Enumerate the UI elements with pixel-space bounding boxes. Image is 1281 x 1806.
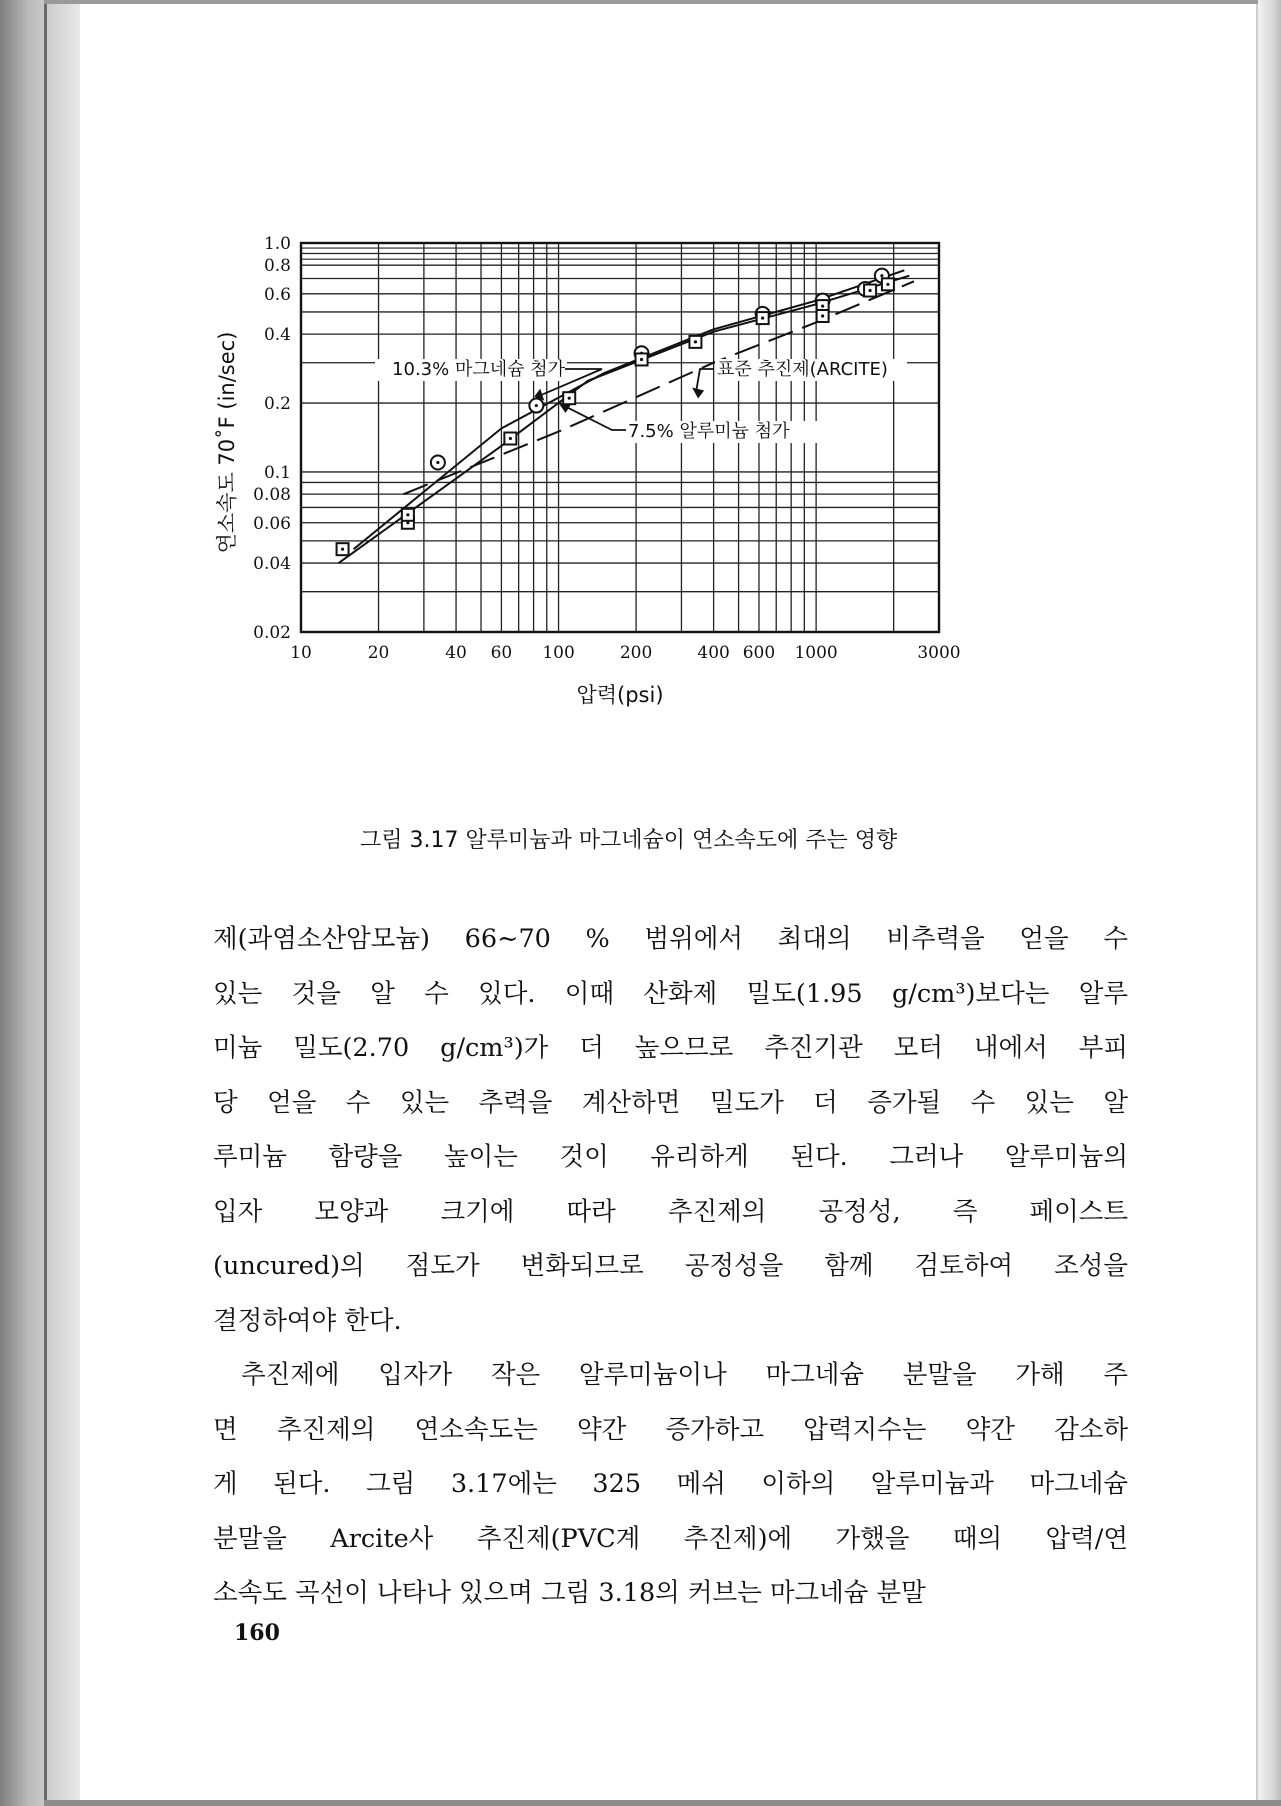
x-axis-title: 압력(psi) bbox=[576, 683, 664, 707]
annotation bbox=[715, 359, 907, 381]
x-tick-label: 3000 bbox=[917, 643, 961, 663]
x-tick-label: 200 bbox=[619, 643, 653, 663]
x-tick-label: 10 bbox=[290, 643, 312, 663]
y-tick-label: 0.6 bbox=[263, 284, 291, 305]
body-line: 당 얻을 수 있는 추력을 계산하면 밀도가 더 증가될 수 있는 알 bbox=[213, 1087, 1128, 1118]
data-point-dot bbox=[880, 274, 883, 277]
body-line: 면 추진제의 연소속도는 약간 증가하고 압력지수는 약간 감소하 bbox=[213, 1414, 1128, 1445]
data-point-dot bbox=[640, 358, 643, 361]
body-line: (uncured)의 점도가 변화되므로 공정성을 함께 검토하여 조성을 bbox=[213, 1251, 1128, 1281]
data-point-dot bbox=[568, 397, 571, 400]
data-point-dot bbox=[886, 283, 889, 286]
leader-arrowhead bbox=[692, 388, 704, 399]
x-tick-label: 1000 bbox=[794, 643, 838, 663]
y-tick-label: 1.0 bbox=[263, 234, 291, 254]
body-line: 추진제에 입자가 작은 알루미늄이나 마그네슘 분말을 가해 주 bbox=[241, 1360, 1128, 1390]
y-tick-label: 0.02 bbox=[253, 623, 291, 643]
x-tick-label: 20 bbox=[367, 643, 390, 663]
body-line: 루미늄 함량을 높이는 것이 유리하게 된다. 그러나 알루미늄의 bbox=[213, 1142, 1128, 1172]
annotation-text: 7.5% 알루미늄 첨가 bbox=[628, 421, 790, 442]
annotation-text: 10.3% 마그네슘 첨가 bbox=[392, 359, 565, 380]
x-tick-label: 60 bbox=[490, 643, 513, 663]
series-line-standard bbox=[404, 281, 915, 494]
body-line: 소속도 곡선이 나타나 있으며 그림 3.18의 커브는 마그네슘 분말 bbox=[213, 1578, 926, 1608]
y-tick-label: 0.8 bbox=[263, 256, 291, 277]
y-tick-label: 0.2 bbox=[263, 394, 291, 415]
data-point-dot bbox=[436, 461, 439, 464]
body-line: 결정하여야 한다. bbox=[213, 1305, 402, 1336]
y-axis-title: 연소속도 70˚F (in/sec) bbox=[215, 331, 239, 554]
body-line: 제(과염소산암모늄) 66∼70 % 범위에서 최대의 비추력을 얻을 수 bbox=[213, 924, 1128, 954]
body-line: 있는 것을 알 수 있다. 이때 산화제 밀도(1.95 g/cm³)보다는 알루 bbox=[213, 978, 1128, 1009]
data-point-dot bbox=[535, 404, 538, 407]
y-tick-label: 0.06 bbox=[253, 513, 291, 534]
plot-frame bbox=[301, 243, 939, 632]
data-point-dot bbox=[694, 340, 697, 343]
body-line: 미늄 밀도(2.70 g/cm³)가 더 높으므로 추진기관 모터 내에서 부피 bbox=[213, 1033, 1128, 1063]
body-line: 입자 모양과 크기에 따라 추진제의 공정성, 즉 페이스트 bbox=[213, 1196, 1128, 1227]
y-tick-label: 0.1 bbox=[263, 462, 291, 483]
data-point-dot bbox=[821, 305, 824, 308]
x-tick-label: 400 bbox=[697, 643, 730, 663]
book-right-edge bbox=[1258, 0, 1281, 1806]
book-bottom-edge bbox=[44, 1800, 1281, 1806]
x-tick-label: 600 bbox=[742, 643, 776, 663]
data-point-dot bbox=[341, 548, 344, 551]
x-tick-label: 100 bbox=[542, 643, 575, 663]
book-spine bbox=[0, 0, 80, 1806]
annotation-text: 표준 추진제(ARCITE) bbox=[717, 359, 888, 380]
annotation bbox=[375, 358, 567, 381]
data-point-dot bbox=[868, 289, 871, 292]
y-tick-label: 0.08 bbox=[253, 485, 291, 506]
body-line: 분말을 Arcite사 추진제(PVC계 추진제)에 가했을 때의 압력/연 bbox=[213, 1523, 1128, 1554]
data-point-dot bbox=[406, 513, 409, 516]
x-tick-label: 40 bbox=[445, 643, 467, 663]
annotation bbox=[626, 420, 818, 443]
figure-3-17 bbox=[215, 225, 1110, 815]
burn-rate-chart bbox=[215, 225, 1110, 815]
data-point-dot bbox=[821, 314, 824, 317]
data-point-dot bbox=[509, 437, 512, 440]
y-tick-label: 0.4 bbox=[263, 325, 291, 346]
figure-caption: 그림 3.17 알루미늄과 마그네슘이 연소속도에 주는 영향 bbox=[360, 828, 898, 853]
body-line: 게 된다. 그림 3.17에는 325 메쉬 이하의 알루미늄과 마그네슘 bbox=[213, 1469, 1128, 1499]
leader-line bbox=[696, 369, 714, 392]
data-point-dot bbox=[761, 316, 764, 319]
page-number: 160 bbox=[234, 1620, 280, 1646]
body-text bbox=[213, 912, 1128, 1621]
y-tick-label: 0.04 bbox=[253, 554, 291, 575]
